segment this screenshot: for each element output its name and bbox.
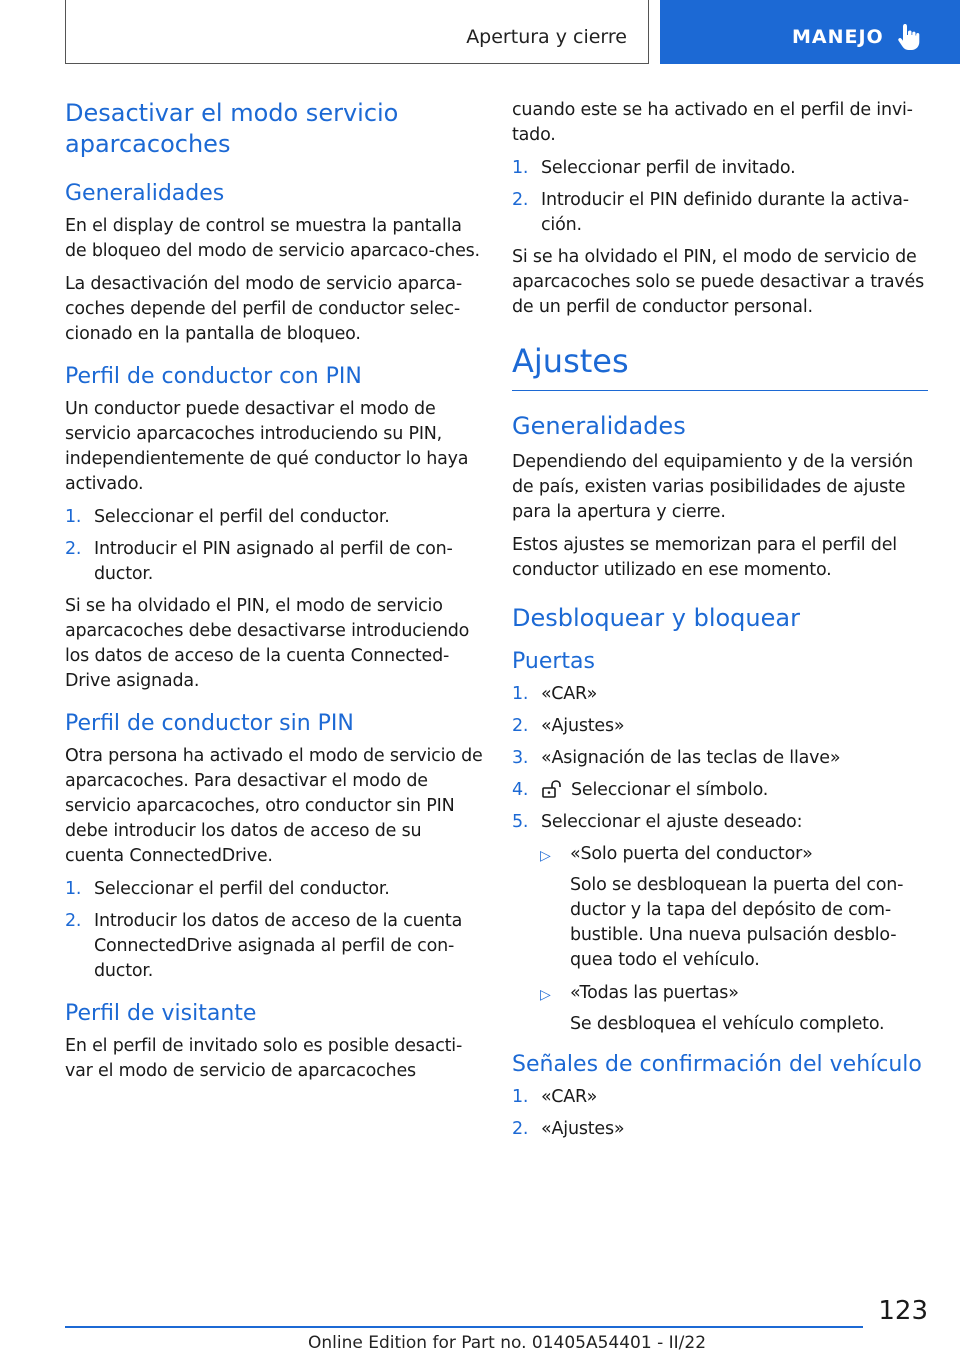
list-item: ▷ «Todas las puertas» Se desbloquea el vehículo completo. (540, 983, 885, 1034)
heading-doors: Puertas (512, 649, 595, 674)
list-item: 2. «Ajustes» (512, 716, 625, 736)
list-item: 4. Seleccionar el símbolo. (512, 780, 769, 800)
page-number: 123 (878, 1296, 928, 1326)
door-options-list (540, 842, 928, 1037)
paragraph-profile-without-pin: Otra persona ha activado el modo de servicio de aparcacoches. Para desactivar el modo de servicio aparcacoches, otro conductor sin PIN debe introducir los datos de acceso de su cuenta ConnectedDrive. (65, 746, 483, 866)
list-item: 1. Seleccionar el perfil del conductor. (65, 507, 390, 527)
heading-unlock-lock: Desbloquear y bloquear (512, 604, 800, 632)
unlock-icon (541, 780, 565, 798)
list-item: ▷ «Solo puerta del conductor» Solo se desbloquean la puerta del con-ductor y la tapa del depósito de com-bustible. Una nueva pulsación desblo-quea todo el vehículo. (540, 844, 904, 970)
paragraph-general-2: La desactivación del modo de servicio aparca-coches depende del perfil de conductor selec-cionado en la pantalla de bloqueo. (65, 274, 462, 344)
list-item: 2. Introducir el PIN definido durante la activa-ción. (512, 190, 909, 235)
heading-general-left: Generalidades (65, 181, 225, 206)
heading-confirmation-signals: Señales de confirmación del vehículo (512, 1052, 922, 1077)
header-section-title: Apertura y cierre (466, 26, 627, 48)
door-steps-list (512, 682, 928, 835)
list-item: 1. «CAR» (512, 1087, 598, 1107)
paragraph-settings-general-1: Dependiendo del equipamiento y de la versión de país, existen varias posibilidades de ajuste para la apertura y cierre. (512, 452, 914, 522)
list-item: 1. Seleccionar perfil de invitado. (512, 158, 796, 178)
heading-deactivate-valet-mode: Desactivar el modo servicio aparcacoches (65, 99, 399, 158)
paragraph-guest-profile: En el perfil de invitado solo es posible desacti-var el modo de servicio de aparcacoches (65, 1036, 463, 1081)
paragraph-pin-forgotten: Si se ha olvidado el PIN, el modo de servicio aparcacoches debe desactivarse introduciendo los datos de acceso de la cuenta Connected-Drive asignada. (65, 596, 470, 691)
list-item: 2. Introducir el PIN asignado al perfil de con-ductor. (65, 539, 453, 584)
hand-pointer-icon (896, 22, 922, 52)
triangle-bullet-icon: ▷ (540, 848, 551, 864)
heading-general-right: Generalidades (512, 412, 686, 440)
right-column (512, 98, 928, 1149)
footer-divider (65, 1326, 863, 1328)
left-column (65, 98, 485, 1092)
confirm-steps-list (512, 1085, 928, 1142)
guest-steps-list (512, 156, 928, 238)
paragraph-guest-forgotten: Si se ha olvidado el PIN, el modo de servicio de aparcacoches solo se puede desactivar a través de un perfil de conductor personal. (512, 247, 925, 317)
list-item: 2. «Ajustes» (512, 1119, 625, 1139)
list-item: 2. Introducir los datos de acceso de la cuenta ConnectedDrive asignada al perfil de con-ductor. (65, 911, 463, 981)
triangle-bullet-icon: ▷ (540, 987, 551, 1003)
header-chapter-title: MANEJO (792, 26, 884, 48)
list-item: 3. «Asignación de las teclas de llave» (512, 748, 841, 768)
heading-guest-profile: Perfil de visitante (65, 1001, 257, 1026)
paragraph-settings-general-2: Estos ajustes se memorizan para el perfil del conductor utilizado en ese momento. (512, 535, 897, 580)
paragraph-profile-with-pin: Un conductor puede desactivar el modo de servicio aparcacoches introduciendo su PIN, independientemente de qué conductor lo haya activado. (65, 399, 469, 494)
paragraph-guest-continued: cuando este se ha activado en el perfil de invi-tado. (512, 100, 913, 145)
header-chapter-tab (660, 0, 960, 64)
list-item: 1. «CAR» (512, 684, 598, 704)
heading-profile-without-pin: Perfil de conductor sin PIN (65, 711, 354, 736)
list-item: 1. Seleccionar el perfil del conductor. (65, 879, 390, 899)
heading-settings: Ajustes (512, 342, 928, 391)
pin-steps-list (65, 505, 485, 587)
footer-edition: Online Edition for Part no. 01405A54401 - II/22 (308, 1333, 707, 1353)
nopin-steps-list (65, 877, 485, 984)
paragraph-general-1: En el display de control se muestra la pantalla de bloqueo del modo de servicio aparcaco-ches. (65, 216, 480, 261)
list-item: 5. Seleccionar el ajuste deseado: (512, 812, 803, 832)
heading-profile-with-pin: Perfil de conductor con PIN (65, 364, 362, 389)
